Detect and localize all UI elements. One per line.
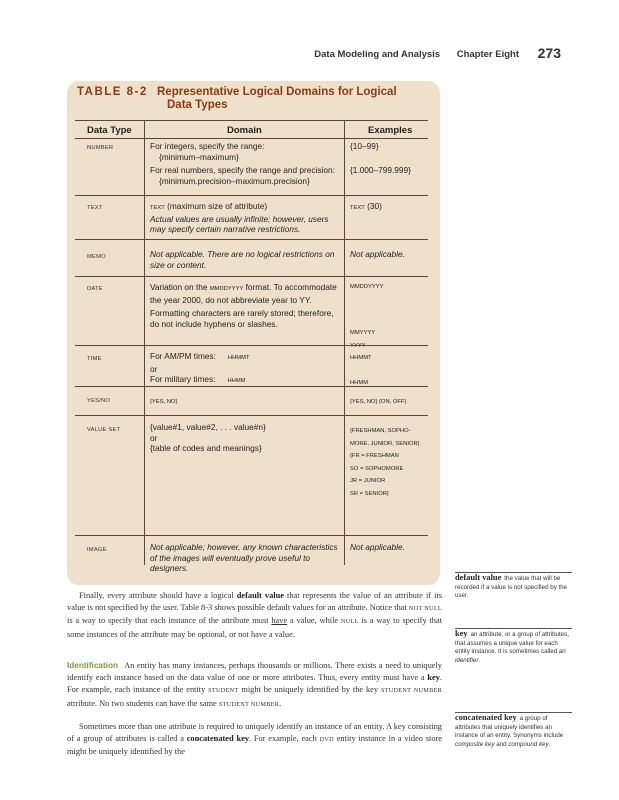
example-time [350, 353, 440, 388]
example-valueset-2: MORE, JUNIOR, SENIOR} [350, 440, 420, 447]
text-run: that represents the value of an attribute if its value is not specified by the user. Table 8-3 shows possible default values for an attribute. Notice that [67, 591, 443, 613]
example-time-2: HHMM [350, 379, 369, 386]
text-run: . For example, each instance of the entity [67, 673, 442, 695]
example-date-1: MMDDYYYY [350, 284, 384, 290]
domain-text-sc: TEXT [150, 205, 165, 211]
row-rule [75, 386, 428, 387]
col-header-type: Data Type [87, 125, 132, 136]
domain-number-int: For integers, specify the range: [150, 141, 265, 151]
row-type-valueset: VALUE SET [87, 427, 121, 433]
row-rule [75, 345, 428, 346]
example-date-2: MMYYYY [350, 329, 376, 336]
example-text-value: (30) [364, 201, 382, 211]
example-valueset-6: SR = SENIOR} [350, 490, 389, 497]
example-valueset-1: {FRESHMAN, SOPHO- [350, 428, 411, 434]
domain-time-military: For military times: [150, 374, 216, 384]
domain-time [150, 351, 340, 387]
row-type-time: TIME [87, 356, 102, 362]
row-rule [75, 415, 428, 416]
margin-punct: . [548, 740, 551, 748]
domain-time-ampm: For AM/PM times: [150, 351, 216, 361]
col-divider-1 [144, 120, 145, 565]
row-rule [75, 276, 428, 277]
margin-definition: an attribute, or a group of attributes, that assumes a unique value for each entity instance. It is sometimes called an [455, 631, 569, 656]
row-type-text: TEXT [87, 205, 103, 211]
code-null: NULL [340, 618, 359, 626]
page-number: 273 [537, 45, 561, 61]
table-top-rule [75, 120, 428, 121]
domain-time-or: or [150, 363, 158, 374]
domain-date-format: MMDDYYYY [209, 286, 244, 292]
domain-number-real-range: {minimum.precision–maximum.precision} [159, 175, 310, 186]
paragraph-default-value [67, 590, 442, 641]
domain-valueset-or: or [150, 432, 158, 443]
table-title [77, 86, 417, 112]
margin-punct: . [478, 656, 481, 664]
domain-text [150, 201, 340, 235]
row-type-date: DATE [87, 286, 103, 292]
row-type-memo: MEMO [87, 254, 106, 260]
margin-def-default-value [455, 572, 572, 601]
example-date-3: YYYY [350, 343, 366, 349]
domain-valueset-list: {value#1, value#2, . . . value#n} [150, 422, 266, 432]
example-valueset [350, 425, 440, 500]
row-type-yesno: YES/NO [87, 398, 111, 404]
code-student-number: STUDENT NUMBER [380, 687, 442, 695]
paragraph-concatenated-key [67, 721, 442, 759]
domain-number-real: For real numbers, specify the range and precision: [150, 165, 335, 175]
text-run: Sometimes more than one attribute is required to uniquely identify an instance of an entity. A key consisting of a group of attributes is called a [67, 722, 442, 744]
code-student-number: STUDENT NUMBER [218, 700, 280, 708]
emphasis-have: have [271, 616, 288, 626]
domain-yesno: {YES, NO} [150, 399, 178, 405]
margin-synonym: composite key [455, 740, 495, 748]
example-number [350, 141, 440, 175]
col-header-domain: Domain [227, 125, 262, 136]
text-run: . [279, 698, 282, 708]
domain-date-b: format. To accommodate the year 2000, do not abbreviate year to YY. [150, 282, 337, 305]
margin-punct: and [494, 740, 509, 748]
table-title-line2: Data Types [167, 99, 228, 111]
table-8-2 [67, 81, 440, 585]
code-student: STUDENT [208, 687, 239, 695]
text-run: might be uniquely identified by the key [238, 685, 381, 695]
domain-valueset [150, 422, 340, 454]
row-rule [75, 195, 428, 196]
domain-date [150, 282, 340, 329]
code-not-null: NOT NULL [408, 605, 442, 613]
example-yesno: {YES, NO} {ON, OFF} [350, 399, 407, 405]
example-number-1: {10–99} [350, 141, 379, 151]
example-valueset-4: SO = SOPHOMORE [350, 465, 404, 472]
row-rule [75, 535, 428, 536]
domain-text-note: Actual values are usually infinite; however, users may specify certain narrative restrictions. [150, 213, 329, 234]
margin-definition: the value that will be recorded if a value is not specified by the user. [455, 575, 568, 600]
table-title-line1: Representative Logical Domains for Logical [157, 86, 397, 98]
example-text-sc: TEXT [350, 205, 365, 211]
margin-definition: a group of attributes that uniquely identifies an instance of an entity. Synonyms include [455, 715, 564, 740]
text-run: is a way to specify that some instances of the attribute may be optional, or not have a value. [67, 616, 442, 639]
margin-def-key [455, 628, 572, 665]
row-type-number: NUMBER [87, 145, 114, 151]
margin-term: concatenated key [455, 713, 517, 722]
margin-synonym: identifier [455, 656, 479, 664]
domain-time-ampm-format: HHMMT [227, 355, 250, 361]
row-type-image: IMAGE [87, 547, 107, 553]
domain-valueset-table: {table of codes and meanings} [150, 443, 262, 453]
term-default-value: default value [236, 591, 284, 600]
example-valueset-5: JR = JUNIOR [350, 478, 386, 484]
domain-date-a: Variation on the [150, 282, 210, 292]
domain-memo: Not applicable. There are no logical restrictions on size or content. [150, 249, 335, 270]
margin-synonym: compound key [508, 740, 549, 748]
example-memo: Not applicable. [350, 249, 405, 259]
example-image: Not applicable. [350, 542, 405, 552]
col-divider-2 [344, 120, 345, 565]
domain-number [150, 141, 340, 186]
domain-image: Not applicable; however, any known characteristics of the images will eventually prove useful to designers. [150, 542, 338, 573]
running-header [300, 44, 561, 60]
example-valueset-3: {FR = FRESHMAN [350, 453, 399, 459]
domain-text-main: (maximum size of attribute) [164, 201, 268, 211]
domain-number-int-range: {minimum–maximum} [159, 151, 239, 162]
text-run: a value, while [287, 616, 341, 626]
term-concatenated-key: concatenated key [186, 734, 250, 744]
text-run: Finally, every attribute should have a logical [79, 591, 237, 600]
text-run: An entity has many instances, perhaps thousands or millions. There exists a need to uniquely identify each instance based on the data value of one or more attributes. Thus, every entity must have a [67, 661, 442, 683]
table-header-rule [75, 138, 428, 139]
section-title: Data Modeling and Analysis [314, 49, 441, 60]
example-text [350, 201, 440, 214]
text-run: entity instance in a video store might be uniquely identified by the [67, 734, 443, 757]
term-key: key [427, 673, 440, 683]
domain-time-military-format: HHMM [227, 378, 246, 384]
example-date [350, 282, 440, 352]
chapter-label: Chapter Eight [456, 49, 519, 60]
row-rule [75, 239, 428, 240]
heading-identification: Identification [67, 661, 118, 670]
col-header-examples: Examples [368, 125, 413, 136]
domain-date-note: Formatting characters are rarely stored; therefore, do not include hyphens or slashes. [150, 308, 334, 329]
margin-def-concatenated-key [455, 712, 572, 749]
margin-term: key [455, 629, 468, 638]
example-time-1: HHMMT [350, 355, 372, 361]
text-run: is a way to specify that each instance of the attribute must [67, 616, 272, 626]
code-dvd: DVD [319, 736, 334, 744]
example-number-2: {1.000–799.999} [350, 164, 411, 175]
text-run: . For example, each [249, 734, 320, 744]
text-run: attribute. No two students can have the same [67, 698, 219, 708]
paragraph-identification [67, 660, 442, 711]
table-label: TABLE 8-2 [77, 86, 148, 98]
margin-term: default value [455, 573, 502, 582]
